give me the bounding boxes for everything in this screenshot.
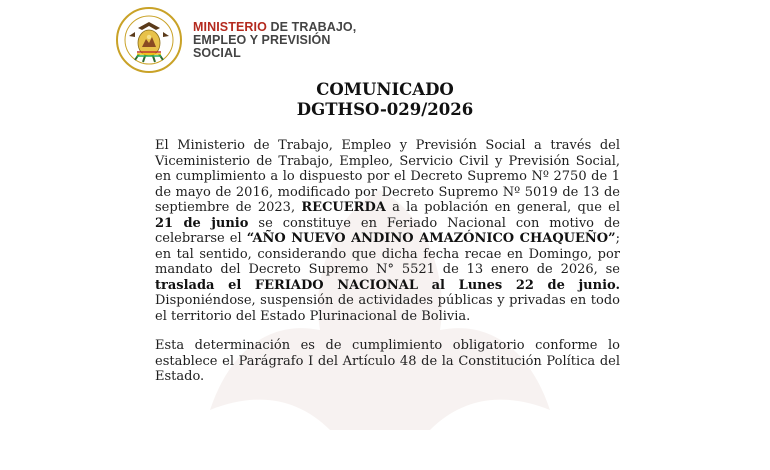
bolivia-coat-of-arms-icon [115, 6, 183, 74]
ministry-line-3: SOCIAL [193, 45, 241, 60]
bold-holiday-name: “AÑO NUEVO ANDINO AMAZÓNICO CHAQUEÑO” [246, 231, 616, 246]
ministry-highlight: MINISTERIO [193, 19, 267, 34]
bold-recuerda: RECUERDA [301, 200, 386, 215]
document-title [0, 80, 770, 120]
document-body [155, 138, 620, 399]
bold-date: 21 de junio [155, 215, 249, 231]
title-code: DGTHSO-029/2026 [296, 100, 474, 119]
ministry-line-1: MINISTERIO DE TRABAJO, [193, 19, 357, 34]
title-heading: COMUNICADO [316, 80, 454, 99]
paragraph-1: El Ministerio de Trabajo, Empleo y Previsión Social a través del Viceministerio de Trabajo, Empleo, Servicio Civil y Previsión Social, en cumplimiento a lo dispuesto por el Decreto Supremo Nº 2750 de 1 de mayo de 2016, modificado por Decreto Supremo Nº 5019 de 13 de septiembre de 2023, RECUERDA a la población en general, que el 21 de junio se constituye en Feriado Nacional con motivo de celebrarse el “AÑO NUEVO ANDINO AMAZÓNICO CHAQUEÑO”; en tal sentido, considerando que dicha fecha recae en Domingo, por mandato del Decreto Supremo N° 5521 de 13 enero de 2026, se traslada el FERIADO NACIONAL al Lunes 22 de junio. Disponiéndose, suspensión de actividades públicas y privadas en todo el territorio del Estado Plurinacional de Bolivia. [155, 138, 620, 324]
paragraph-2: Esta determinación es de cumplimiento obligatorio conforme lo establece el Parágrafo I del Artículo 48 de la Constitución Política del Estado. [155, 338, 620, 384]
bold-transfer: traslada el FERIADO NACIONAL al Lunes 22 de junio. [155, 277, 620, 293]
ministry-line-2: EMPLEO Y PREVISIÓN [193, 32, 331, 47]
ministry-name [193, 21, 356, 60]
header [115, 4, 356, 76]
